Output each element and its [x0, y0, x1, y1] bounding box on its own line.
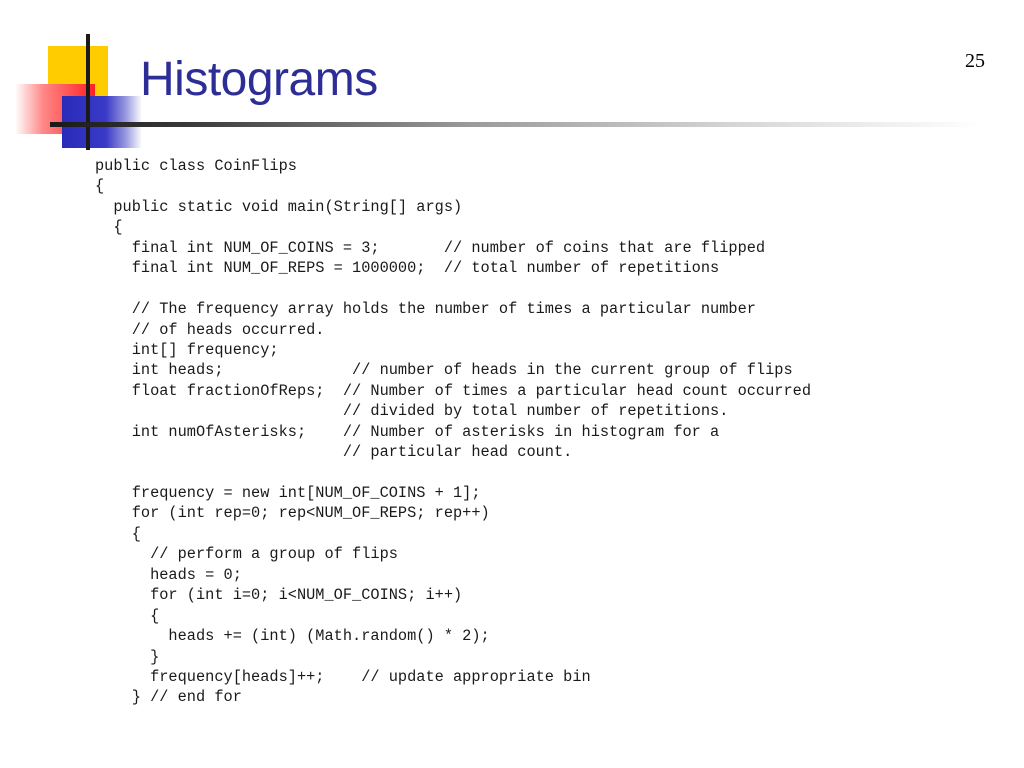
code-line: public class CoinFlips: [95, 157, 297, 175]
code-line: {: [95, 218, 123, 237]
code-line: frequency[heads]++; // update appropriate bin: [95, 667, 591, 686]
code-line: [95, 463, 811, 483]
code-line: } // end for: [95, 688, 242, 707]
code-line: for (int rep=0; rep<NUM_OF_REPS; rep++): [95, 504, 490, 523]
code-line: public static void main(String[] args): [95, 197, 463, 216]
code-line: heads = 0;: [95, 565, 242, 584]
code-line: }: [95, 647, 160, 666]
code-line: int heads; // number of heads in the current group of flips: [95, 361, 793, 380]
code-line: heads += (int) (Math.random() * 2);: [95, 627, 490, 646]
code-line: final int NUM_OF_COINS = 3; // number of coins that are flipped: [95, 238, 766, 257]
logo-vertical-line: [86, 34, 90, 150]
code-line: final int NUM_OF_REPS = 1000000; // total number of repetitions: [95, 259, 720, 278]
title-underline: [50, 122, 980, 127]
code-line: // of heads occurred.: [95, 320, 325, 339]
slide-number: 25: [965, 50, 985, 72]
code-line: // divided by total number of repetitions.: [95, 402, 729, 421]
code-line: [95, 279, 811, 299]
code-line: {: [95, 524, 141, 543]
code-line: {: [95, 606, 160, 625]
code-line: int[] frequency;: [95, 340, 279, 359]
code-block: [95, 156, 811, 708]
code-line: int numOfAsterisks; // Number of asterisks in histogram for a: [95, 422, 720, 441]
code-line: // particular head count.: [95, 443, 573, 462]
code-line: {: [95, 177, 105, 196]
code-line: float fractionOfReps; // Number of times a particular head count occurred: [95, 381, 812, 400]
code-line: // The frequency array holds the number of times a particular number: [95, 300, 756, 319]
slide-title: Histograms: [140, 53, 378, 106]
code-line: // perform a group of flips: [95, 545, 398, 564]
code-line: frequency = new int[NUM_OF_COINS + 1];: [95, 484, 481, 502]
code-line: for (int i=0; i<NUM_OF_COINS; i++): [95, 586, 463, 605]
